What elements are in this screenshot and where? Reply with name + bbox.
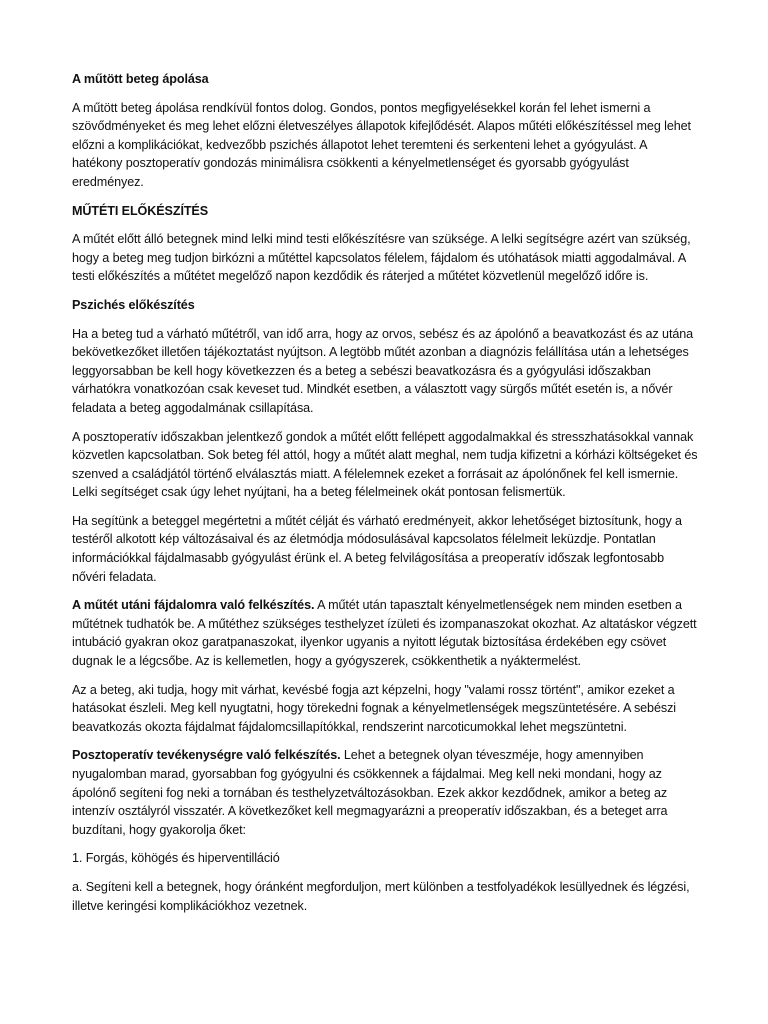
- list-subitem: a. Segíteni kell a betegnek, hogy óránként megforduljon, mert különben a testfolyadékok lesüllyednek és légzési, illetve keringési komplikációkhoz vezetnek.: [72, 879, 690, 913]
- pain-preparation-paragraph: [72, 596, 700, 670]
- expectation-paragraph: Az a beteg, aki tudja, hogy mit várhat, kevésbé fogja azt képzelni, hogy "valami rossz történt", amikor ezeket a hatásokat észleli. Meg kell nyugtatni, hogy törekedni fognak a kényelmetlenségek megszüntetésére. A sebészi beavatkozás okozta fájdalmat fájdalomcsillapítókkal, rendszerint narcoticumokkal lehet megszüntetni.: [72, 682, 676, 734]
- activity-preparation-text: Lehet a betegnek olyan téveszméje, hogy amennyiben nyugalomban marad, gyorsabban fog gyógyulni és csökkennek a fájdalmai. Meg kell neki mondani, hogy az ápolónő segíteni fog neki a tornában és testhelyzetváltozásokban. Ezek akkor kezdődnek, amikor a beteg az intenzív osztályról visszatér. A következőket kell megmagyarázni a preoperatív időszakban, és a beteget arra buzdítani, hogy gyakorolja őket:: [72, 748, 668, 837]
- pain-preparation-text: A műtét után tapasztalt kényelmetlenségek nem minden esetben a műtétnek tudhatók be. A műtéthez szükséges testhelyzet ízületi és izompanaszokat okozhat. Az altatáskor végzett intubáció gyakran okoz garatpanaszokat, ilyenkor ugyanis a nyitott légutak biztosítása érdekében egy csövet dugnak le a légcsőbe. Az is kellemetlen, hogy a gyógyszerek, csökkenthetik a nyáktermelést.: [72, 598, 697, 669]
- document-title: A műtött beteg ápolása: [72, 72, 209, 86]
- section-heading-psychological: Pszichés előkészítés: [72, 297, 195, 312]
- document-page: [72, 70, 700, 925]
- psychological-paragraph-3: Ha segítünk a beteggel megértetni a műtét célját és várható eredményeit, akkor lehetőséget biztosítunk, hogy a testéről alkotott kép változásaival és az életmódja módosulásával kapcsolatos félelmeit leküzdje. Pontatlan információkkal fájdalmasabb gyógyulást érünk el. A beteg felvilágosítása a preoperatív időszak legfontosabb nővéri feladata.: [72, 513, 682, 584]
- activity-preparation-lead: Posztoperatív tevékenységre való felkészítés.: [72, 748, 341, 763]
- section-heading-preparation: MŰTÉTI ELŐKÉSZÍTÉS: [72, 203, 209, 218]
- psychological-paragraph-1: Ha a beteg tud a várható műtétről, van idő arra, hogy az orvos, sebész és az ápolónő a beavatkozást és az utána bekövetkezőket illetően tájékoztatást nyújtson. A legtöbb műtét azonban a diagnózis felállítása után a lehetséges leggyorsabban be kell hogy következzen és a beteg a sebészi beavatkozásra és a gyógyulási időszakban várhatókra vonatkozóan csak keveset tud. Mindkét esetben, a választott vagy sürgős műtét esetén is, a nővér feladata a beteg aggodalmának csillapítása.: [72, 326, 694, 415]
- preparation-paragraph: A műtét előtt álló betegnek mind lelki mind testi előkészítésre van szüksége. A lelki segítségre azért van szükség, hogy a beteg meg tudjon birkózni a műtéttel kapcsolatos félelem, fájdalom és utóhatások miatti aggodalmával. A testi előkészítés a műtétet megelőző napon kezdődik és ráterjed a műtétet közvetlenül megelőző időre is.: [72, 232, 691, 284]
- list-item: 1. Forgás, köhögés és hiperventilláció: [72, 851, 280, 866]
- pain-preparation-lead: A műtét utáni fájdalomra való felkészítés.: [72, 598, 315, 613]
- psychological-paragraph-2: A posztoperatív időszakban jelentkező gondok a műtét előtt fellépett aggodalmakkal és stresszhatásokkal vannak közvetlen kapcsolatban. Sok beteg fél attól, hogy a műtét alatt meghal, nem tudja kifizetni a kórházi költségeket és szenved a családjától történő elválasztás miatt. A félelemnek ezeket a forrásait az ápolónőnek fel kell ismernie. Lelki segítséget csak úgy lehet nyújtani, ha a beteg félelmeinek okát pontosan felismertük.: [72, 429, 698, 500]
- activity-preparation-paragraph: [72, 746, 700, 839]
- intro-paragraph: A műtött beteg ápolása rendkívül fontos dolog. Gondos, pontos megfigyelésekkel korán fel lehet ismerni a szövődményeket és meg lehet előzni életveszélyes állapotok kifejlődését. Alapos műtéti előkészítéssel meg lehet előzni a komplikációkat, kedvezőbb pszichés állapotot lehet teremteni és serkenteni lehet a gyógyulást. A hatékony posztoperatív gondozás minimálisra csökkenti a kényelmetlenséget és gyorsabb gyógyulást eredményez.: [72, 100, 691, 189]
